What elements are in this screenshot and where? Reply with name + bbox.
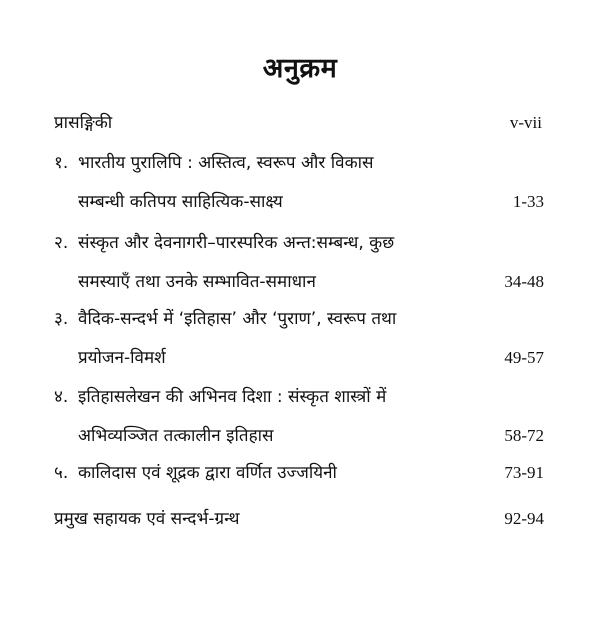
toc-entry-pages: 92-94 [504,509,544,528]
toc-entry-pages: 1-33 [512,192,544,211]
toc-entry-pages: 49-57 [504,348,544,367]
toc-entry-title-line1: कालिदास एवं शूद्रक द्वारा वर्णित उज्जयिनी [78,463,337,483]
toc-entry-title-line2: अभिव्यञ्जित तत्कालीन इतिहास [78,426,274,446]
toc-entry-label: प्रासङ्गिकी [54,113,113,133]
toc-entry-title-line1: वैदिक-सन्दर्भ में ‘इतिहास’ और ‘पुराण’, स्वरूप तथा [78,309,397,329]
toc-entry-title-line1: इतिहासलेखन की अभिनव दिशा : संस्कृत शास्त्रों में [78,387,387,407]
toc-entry-preface [54,110,542,133]
toc-entry-title-line1: भारतीय पुरालिपि : अस्तित्व, स्वरूप और विकास [78,153,374,173]
toc-entry-number: ४. [54,387,69,407]
toc-entry-title-line1: संस्कृत और देवनागरी–पारस्परिक अन्त:सम्बन्ध, कुछ [78,233,395,253]
toc-entry-5 [54,460,544,483]
toc-entry-number: ३. [54,309,69,329]
page-title: अनुक्रम [262,53,338,84]
toc-entry-pages: 73-91 [504,463,544,482]
toc-entry-pages: v-vii [509,113,542,132]
toc-entry-3 [54,306,544,368]
toc-entry-label: प्रमुख सहायक एवं सन्दर्भ-ग्रन्थ [54,509,240,529]
toc-entry-4 [54,384,544,446]
toc-entry-bibliography [54,506,544,529]
toc-entry-number: २. [54,233,69,253]
toc-entry-2 [54,230,544,292]
toc-entry-title-line2: प्रयोजन-विमर्श [78,348,166,368]
toc-entry-1 [54,150,544,212]
toc-entry-title-line2: सम्बन्धी कतिपय साहित्यिक-साक्ष्य [78,192,283,212]
toc-entry-pages: 58-72 [504,426,544,445]
toc-entry-number: १. [54,153,69,173]
toc-entry-title-line2: समस्याएँ तथा उनके सम्भावित-समाधान [78,272,316,292]
toc-entry-pages: 34-48 [504,272,544,291]
toc-entry-number: ५. [54,463,69,483]
